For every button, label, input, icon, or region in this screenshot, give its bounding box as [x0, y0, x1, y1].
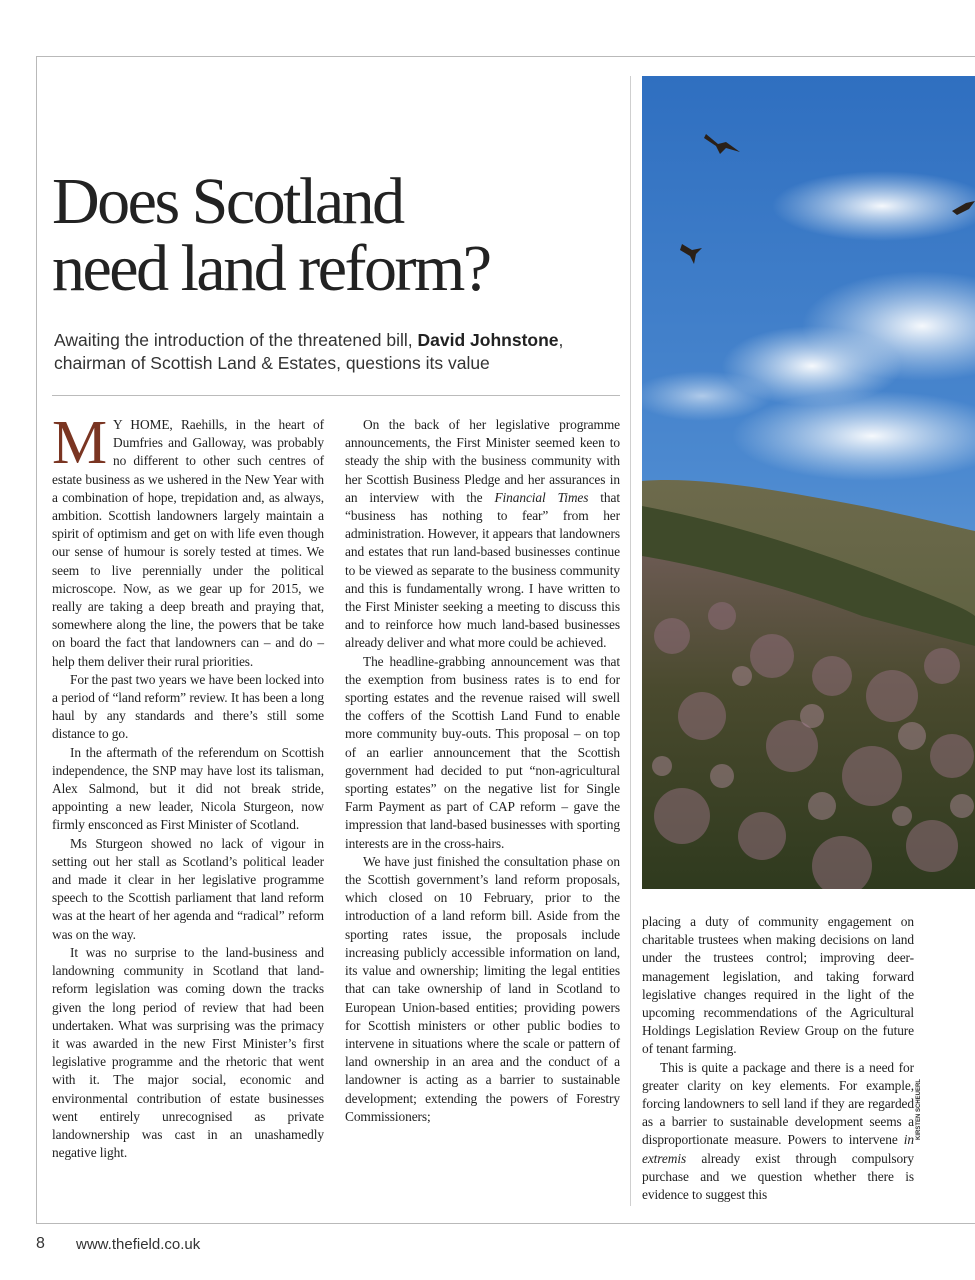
photo-illustration [642, 76, 975, 889]
paragraph: Ms Sturgeon showed no lack of vigour in setting out her stall as Scotland’s political leader and made it clear in her legislative programme speech to the Scottish parliament that land reform was at the heart of her agenda and “radical” reform was on the way. [52, 835, 324, 942]
column-3 [642, 913, 914, 1204]
page-number: 8 [36, 1235, 45, 1252]
paragraph-text-end: already exist through compulsory purchase and we question whether there is evidence to suggest this [642, 1150, 914, 1203]
headline-rule [52, 395, 620, 396]
paragraph: The headline-grabbing announcement was that the exemption from business rates is to end for sporting estates and the revenue raised will swell the coffers of the Scottish Land Fund to enable more community buy-outs. This proposal – on top of an earlier announcement that the Scottish government had decided to put “non-agricultural sporting estates” on the negative list for Single Farm Payment as part of CAP reform – gave the impression that land-based businesses with sporting interests are in the cross-hairs. [345, 653, 620, 851]
paragraph-text: This is quite a package and there is a need for greater clarity on key elements. For example, forcing landowners to sell land if they are regarded as a barrier to sustainable development seems a disproportionate measure. Powers to intervene [642, 1059, 914, 1148]
photo-credit: KIRSTEN SCHEUERL [916, 1078, 922, 1140]
paragraph: In the aftermath of the referendum on Scottish independence, the SNP may have lost its talisman, Alex Salmond, but it did not break stride, appointing a new leader, Nicola Sturgeon, now firmly ensconced as First Minister of Scotland. [52, 744, 324, 833]
paragraph [52, 409, 324, 671]
italic-phrase: in extremis [642, 1132, 914, 1166]
paragraph [642, 1059, 914, 1205]
headline-line-1: Does Scotland [52, 165, 403, 238]
paragraph: placing a duty of community engagement on charitable trustees when making decisions on land under the trustees control; improving deer-management legislation, and taking forward legislative changes required in the light of the upcoming recommendations of the Agricultural Holdings Legislation Review Group on the future of tenant farming. [642, 914, 914, 1057]
paragraph: We have just finished the consultation phase on the Scottish government’s land reform proposals, which closed on 10 February, prior to the introduction of a land reform bill. Aside from the sporting rates issue, the proposals include increasing publicly accessible information on land, its value and ownership; limiting the legal entities that can take ownership of land in Scotland to European Union-based entities; providing powers for Scottish ministers or other public bodies to intervene in situations where the scale or pattern of land ownership in an area and the conduct of a landowner is acting as a barrier to sustainable development; extending the powers of Forestry Commissioners; [345, 853, 620, 1124]
paragraph-text: On the back of her legislative programme announcements, the First Minister seemed keen to steady the ship with the business community with her Scottish Business Pledge and her assurances in an interview with the [345, 417, 620, 505]
standfirst-text: Awaiting the introduction of the threatened bill, [54, 330, 418, 350]
paragraph: It was no surprise to the land-business and landowning community in Scotland that land-reform legislation was coming down the tracks given the long period of review that had been undertaken. What was surprising was the primacy it was awarded in the new First Minister’s first legislative programme and the rhetoric that went with it. The major social, economic and environmental contribution of estate businesses went entirely unrecognised as private landownership was cast in an unashamedly negative light. [52, 944, 324, 1161]
paragraph: For the past two years we have been locked into a period of “land reform” review. It has been a long haul by any standards and there’s still some distance to go. [52, 671, 324, 742]
publication-name: Financial Times [494, 489, 589, 505]
paragraph [345, 416, 620, 653]
website-url: www.thefield.co.uk [76, 1236, 201, 1253]
column-2 [345, 416, 620, 1126]
standfirst-text-end: , chairman of Scottish Land & Estates, questions its value [54, 330, 564, 373]
column-1 [52, 409, 324, 1162]
headline-line-2: need land reform? [52, 232, 490, 305]
column-divider [630, 76, 631, 1206]
paragraph-text-end: that “business has nothing to fear” from her administration. However, it appears that landowners and estates that run land-based businesses continue to be viewed as separate to the business community and this is fundamentally wrong. I have written to the First Minister seeking a meeting to discuss this and to reinforce how much land-based businesses already deliver and what more could be achieved. [345, 489, 620, 651]
standfirst [54, 329, 620, 375]
headline [52, 165, 612, 305]
author-name: David Johnstone [417, 330, 559, 350]
drop-cap: M [52, 409, 108, 477]
paragraph-text: Y HOME, Raehills, in the heart of Dumfries and Galloway, was probably no different to other such centres of estate business as we ushered in the New Year with a combination of hope, trepidation and, as always, ambition. Scottish landowners largely maintain a spirit of optimism and get on with life even though our sense of humour is sorely tested at times. We seem to live perennially under the political microscope. Now, as we gear up for 2015, we really are taking a deep breath and praying that, somewhere along the line, the powers that be take on board the fact that landowners can – and do – help them deliver their rural priorities. [52, 417, 324, 669]
moorland-photo [642, 76, 975, 889]
